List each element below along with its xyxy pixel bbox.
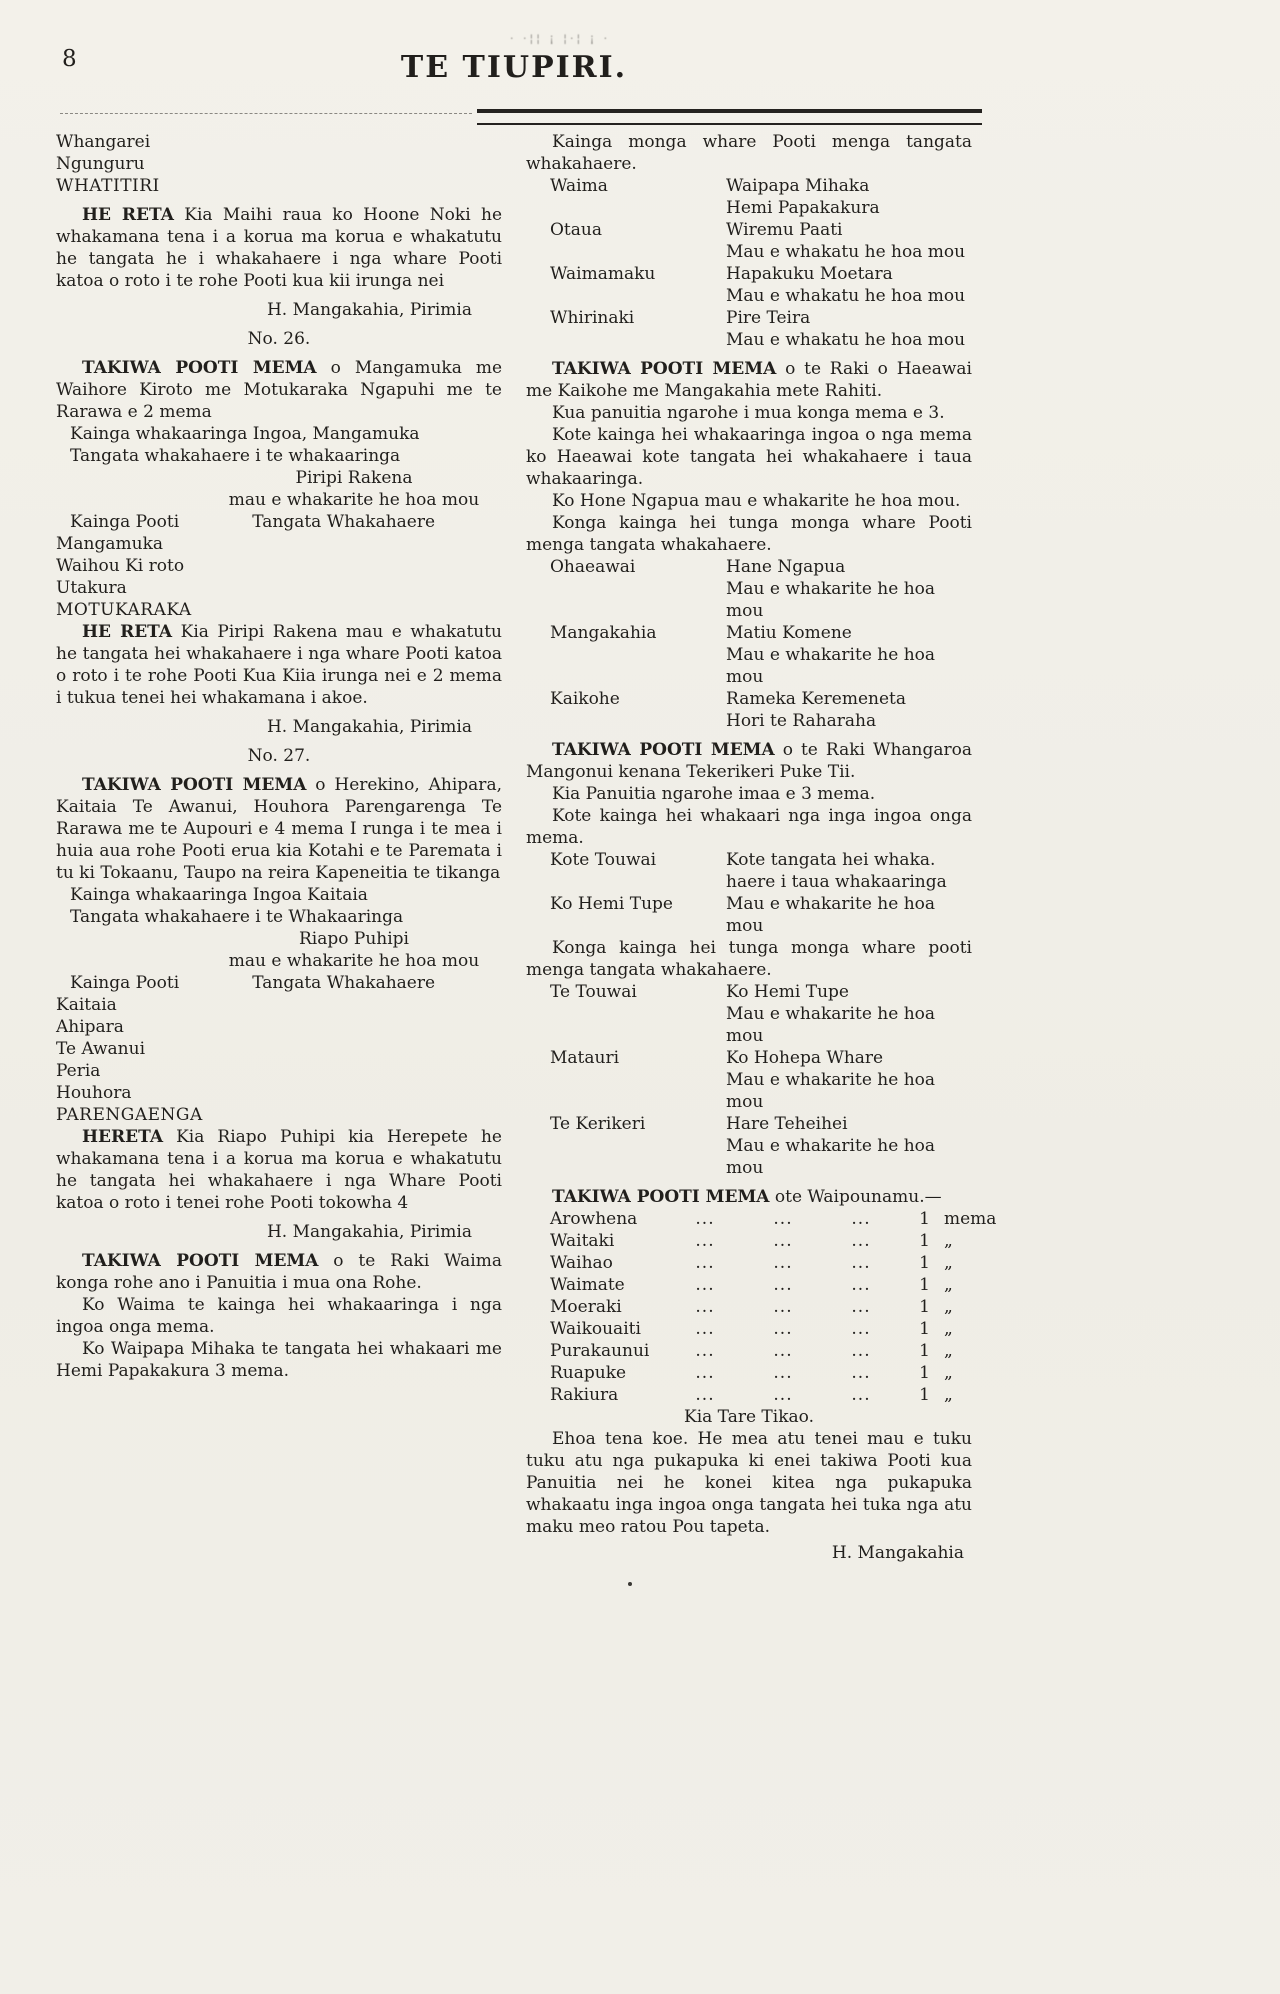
- mema-unit: „: [944, 1253, 953, 1273]
- assignment-row: [526, 981, 972, 1003]
- dot-leader: ...: [773, 1231, 793, 1251]
- dot-leader: ...: [695, 1209, 715, 1229]
- mema-table-row: [526, 1252, 972, 1274]
- page-content: [56, 30, 997, 1564]
- body-paragraph: Kote kainga hei whakaari nga inga ingoa onga mema.: [526, 806, 972, 848]
- person-name: Ko Hemi Tupe: [726, 982, 849, 1002]
- kainga-line: Kainga whakaaringa Ingoa Kaitaia: [70, 885, 368, 905]
- assignment-row: [526, 644, 972, 688]
- assignment-row: [526, 688, 972, 710]
- district-name: Moeraki: [550, 1297, 622, 1317]
- mema-count: 1: [919, 1319, 930, 1339]
- dot-leader: ...: [695, 1319, 715, 1339]
- place-name: Whirinaki: [550, 308, 635, 328]
- assignment-row: [526, 893, 972, 937]
- mema-table-row: [526, 1340, 972, 1362]
- district-name: Rakiura: [550, 1385, 619, 1405]
- dot-leader: ...: [851, 1297, 871, 1317]
- mema-table-row: [526, 1274, 972, 1296]
- place-name: Kote Touwai: [550, 850, 657, 870]
- mema-unit: „: [944, 1385, 953, 1405]
- person-name: Riapo Puhipi: [299, 929, 409, 949]
- body-paragraph: Ko Waipapa Mihaka te tangata hei whakaari me Hemi Papakakura 3 mema.: [56, 1339, 502, 1381]
- body-paragraph: Kote kainga hei whakaaringa ingoa o nga mema ko Haeawai kote tangata hei whakahaere i taua whakaaringa.: [526, 425, 972, 489]
- mau-line: Mau e whakatu he hoa mou: [726, 286, 966, 306]
- place-line: Ahipara: [56, 1017, 124, 1037]
- closing-paragraph: Ehoa tena koe. He mea atu tenei mau e tuku tuku atu nga pukapuka ki enei takiwa Pooti kua Panuitia nei he konei kitea nga pukapuka whakaatu inga ingoa onga tangata hei tuka nga atu maku meo ratou Pou tapeta.: [526, 1429, 972, 1537]
- mema-count: 1: [919, 1341, 930, 1361]
- mema-unit: „: [944, 1319, 953, 1339]
- place-name: Ko Hemi Tupe: [550, 894, 673, 914]
- place-name: Otaua: [550, 220, 602, 240]
- salutation-line: Kia Tare Tikao.: [684, 1407, 814, 1427]
- paragraph-text: o te Raki Waima konga rohe ano i Panuitia i mua ona Rohe.: [56, 1251, 502, 1293]
- place-name: [526, 241, 726, 263]
- assignment-row: [526, 849, 972, 871]
- assignment-row: [526, 307, 972, 329]
- tangata-header: Tangata Whakahaere: [252, 973, 436, 993]
- place-name: Mangakahia: [550, 623, 657, 643]
- assignment-row: [526, 285, 972, 307]
- assignment-row: [526, 1135, 972, 1179]
- place-line: Waihou Ki roto: [56, 556, 185, 576]
- dot-leader: ...: [695, 1341, 715, 1361]
- dot-leader: ...: [695, 1385, 715, 1405]
- dot-leader: ...: [773, 1341, 793, 1361]
- paragraph-lead: TAKIWA POOTI MEMA: [82, 358, 317, 378]
- person-name: Matiu Komene: [726, 623, 852, 643]
- letter-paragraph: [56, 1126, 502, 1214]
- dot-leader: ...: [851, 1341, 871, 1361]
- takiwa-paragraph: [526, 358, 972, 402]
- signature-line: H. Mangakahia: [831, 1543, 964, 1563]
- right-column: [526, 131, 997, 1564]
- place-name: Kaikohe: [550, 689, 620, 709]
- dot-leader: ...: [773, 1385, 793, 1405]
- paragraph-text: o Mangamuka me Waihore Kiroto me Motukaraka Ngapuhi me te Rarawa e 2 mema: [56, 358, 502, 422]
- person-name: Waipapa Mihaka: [726, 176, 870, 196]
- assignment-row: [526, 578, 972, 622]
- mema-count: 1: [919, 1209, 930, 1229]
- paragraph-text: Kia Maihi raua ko Hoone Noki he whakamana tena i a korua ma korua e whakatutu he tangata he i whakahaere i nga whare Pooti katoa o roto i te rohe Pooti kua kii irunga nei: [56, 205, 503, 291]
- column-headers: [56, 972, 502, 994]
- person-name: Wiremu Paati: [726, 220, 843, 240]
- mau-line: Mau e whakarite he hoa mou: [726, 1004, 936, 1046]
- assignment-row: [526, 622, 972, 644]
- mema-count: 1: [919, 1253, 930, 1273]
- note-text: haere i taua whakaaringa: [726, 872, 947, 892]
- assignment-row: [526, 329, 972, 351]
- signature-line: H. Mangakahia, Pirimia: [266, 717, 472, 737]
- mema-unit: „: [944, 1231, 953, 1251]
- mema-count: 1: [919, 1363, 930, 1383]
- place-name: Waima: [550, 176, 608, 196]
- mema-count: 1: [919, 1297, 930, 1317]
- person-name: Hapakuku Moetara: [726, 264, 893, 284]
- mema-unit: „: [944, 1275, 953, 1295]
- paragraph-lead: HE RETA: [82, 622, 173, 642]
- paragraph-lead: HE RETA: [82, 205, 174, 225]
- tangata-line: Tangata whakahaere i te Whakaaringa: [70, 907, 404, 927]
- place-line: Houhora: [56, 1083, 132, 1103]
- dot-leader: ...: [773, 1209, 793, 1229]
- place-line: Peria: [56, 1061, 101, 1081]
- person-name: Piripi Rakena: [295, 468, 413, 488]
- address-line: Ngunguru: [56, 154, 145, 174]
- place-name: [526, 1003, 726, 1047]
- place-name: [526, 285, 726, 307]
- place-name: [526, 644, 726, 688]
- kainga-pooti-header: Kainga Pooti: [70, 512, 180, 532]
- takiwa-paragraph: [56, 774, 502, 884]
- column-headers: [56, 511, 502, 533]
- mau-line: Mau e whakatu he hoa mou: [726, 242, 966, 262]
- assignment-row: [526, 1069, 972, 1113]
- place-name: Ohaeawai: [550, 557, 636, 577]
- body-paragraph: Ko Waima te kainga hei whakaaringa i nga ingoa onga mema.: [56, 1295, 502, 1337]
- body-paragraph: Konga kainga hei tunga monga whare pooti menga tangata whakahaere.: [526, 938, 972, 980]
- assignment-row: [526, 175, 972, 197]
- place-name: Te Touwai: [550, 982, 637, 1002]
- mema-table-row: [526, 1208, 997, 1230]
- letter-number: No. 27.: [247, 746, 311, 766]
- tangata-header: Tangata Whakahaere: [252, 512, 436, 532]
- mau-line: Mau e whakarite he hoa mou: [726, 894, 936, 936]
- person-name: Rameka Keremeneta: [726, 689, 906, 709]
- ink-smudge: · ·¦¦ ¡ ¦·¦ ¡ ·: [509, 32, 611, 45]
- dot-leader: ...: [851, 1319, 871, 1339]
- dot-leader: ...: [773, 1253, 793, 1273]
- tangata-line: Tangata whakahaere i te whakaaringa: [70, 446, 401, 466]
- mau-line: mau e whakarite he hoa mou: [228, 951, 480, 971]
- address-line: WHATITIRI: [56, 176, 160, 196]
- mema-unit: mema: [944, 1209, 997, 1229]
- assignment-row: [526, 710, 972, 732]
- dot-leader: ...: [695, 1275, 715, 1295]
- paragraph-lead: TAKIWA POOTI MEMA: [82, 1251, 319, 1271]
- place-name: [526, 710, 726, 732]
- mema-count: 1: [919, 1275, 930, 1295]
- mema-count: 1: [919, 1231, 930, 1251]
- assignment-row: [526, 263, 972, 285]
- district-name: Waitaki: [550, 1231, 615, 1251]
- paragraph-text: Kia Riapo Puhipi kia Herepete he whakamana tena i a korua ma korua e whakatutu he tangata hei whakahaere i nga Whare Pooti katoa o roto i tenei rohe Pooti tokowha 4: [56, 1127, 502, 1213]
- mau-line: Mau e whakarite he hoa mou: [726, 1070, 936, 1112]
- district-name: Waihao: [550, 1253, 613, 1273]
- body-paragraph: Konga kainga hei tunga monga whare Pooti menga tangata whakahaere.: [526, 513, 972, 555]
- dot-leader: ...: [851, 1385, 871, 1405]
- district-name: Purakaunui: [550, 1341, 650, 1361]
- masthead-area: [56, 30, 972, 108]
- mema-unit: „: [944, 1297, 953, 1317]
- place-name: [526, 197, 726, 219]
- dot-leader: ...: [695, 1231, 715, 1251]
- paragraph-lead: HERETA: [82, 1127, 164, 1147]
- place-line: MOTUKARAKA: [56, 600, 192, 620]
- letter-number: No. 26.: [247, 329, 311, 349]
- body-paragraph: Kia Panuitia ngarohe imaa e 3 mema.: [552, 784, 876, 804]
- district-name: Ruapuke: [550, 1363, 627, 1383]
- paragraph-lead: TAKIWA POOTI MEMA: [552, 359, 777, 379]
- letter-paragraph: [56, 204, 502, 292]
- mema-unit: „: [944, 1341, 953, 1361]
- person-name: Hane Ngapua: [726, 557, 846, 577]
- assignment-row: [526, 556, 972, 578]
- assignment-row: [526, 197, 972, 219]
- dot-leader: ...: [851, 1363, 871, 1383]
- mau-line: Mau e whakarite he hoa mou: [726, 645, 936, 687]
- district-name: Waimate: [550, 1275, 625, 1295]
- body-paragraph: Ko Hone Ngapua mau e whakarite he hoa mou.: [552, 491, 961, 511]
- dot-leader: ...: [851, 1209, 871, 1229]
- kainga-line: Kainga whakaaringa Ingoa, Mangamuka: [70, 424, 420, 444]
- takiwa-paragraph: [526, 739, 972, 783]
- mau-line: Mau e whakarite he hoa mou: [726, 1136, 936, 1178]
- address-line: Whangarei: [56, 132, 151, 152]
- mau-line: Mau e whakarite he hoa mou: [726, 579, 936, 621]
- place-name: Matauri: [550, 1048, 620, 1068]
- assignment-row: [526, 871, 972, 893]
- paragraph-text: o Herekino, Ahipara, Kaitaia Te Awanui, Houhora Parengarenga Te Rarawa me te Aupouri e 4 mema I runga i te mea i huia aua rohe Pooti erua kia Kotahi e te Paremata i tu ki Tokaanu, Taupo na reira Kapeneitia te tikanga: [56, 775, 502, 883]
- mau-line: mau e whakarite he hoa mou: [228, 490, 480, 510]
- assignment-row: [526, 241, 972, 263]
- paragraph-lead: TAKIWA POOTI MEMA: [552, 740, 775, 760]
- body-paragraph: Kainga monga whare Pooti menga tangata whakahaere.: [526, 132, 972, 174]
- dot-leader: ...: [695, 1297, 715, 1317]
- place-line: Mangamuka: [56, 534, 164, 554]
- column-layout: [56, 131, 997, 1564]
- dot-leader: ...: [851, 1253, 871, 1273]
- district-name: Arowhena: [550, 1209, 638, 1229]
- mema-table-row: [526, 1362, 972, 1384]
- mema-count: 1: [919, 1385, 930, 1405]
- assignment-row: [526, 219, 972, 241]
- assignment-row: [526, 1047, 972, 1069]
- left-column: [56, 131, 502, 1564]
- mema-table-row: [526, 1296, 972, 1318]
- place-line: Te Awanui: [56, 1039, 146, 1059]
- dot-leader: ...: [773, 1319, 793, 1339]
- mau-line: Mau e whakatu he hoa mou: [726, 330, 966, 350]
- paragraph-text: Kia Piripi Rakena mau e whakatutu he tangata hei whakahaere i nga whare Pooti katoa o roto i te rohe Pooti Kua Kiia irunga nei e 2 mema i tukua tenei hei whakamana i akoe.: [56, 622, 503, 708]
- body-paragraph: Kua panuitia ngarohe i mua konga mema e 3.: [552, 403, 945, 423]
- assignment-row: [526, 1113, 972, 1135]
- person-name: Hemi Papakakura: [726, 198, 880, 218]
- place-line: PARENGAENGA: [56, 1105, 203, 1125]
- dot-leader: ...: [773, 1363, 793, 1383]
- header-rule: [56, 108, 972, 121]
- place-name: Te Kerikeri: [550, 1114, 646, 1134]
- takiwa-paragraph: [56, 357, 502, 423]
- person-name: Ko Hohepa Whare: [726, 1048, 884, 1068]
- place-line: Utakura: [56, 578, 127, 598]
- page-number: 8: [62, 46, 77, 72]
- dot-leader: ...: [695, 1363, 715, 1383]
- ink-speck: [628, 1582, 632, 1586]
- dot-leader: ...: [851, 1231, 871, 1251]
- dot-leader: ...: [773, 1275, 793, 1295]
- mema-table-row: [526, 1318, 972, 1340]
- paragraph-text: o te Raki Whangaroa Mangonui kenana Tekerikeri Puke Tii.: [526, 740, 972, 782]
- place-name: [526, 871, 726, 893]
- place-line: Kaitaia: [56, 995, 117, 1015]
- dot-leader: ...: [773, 1297, 793, 1317]
- mema-table-row: [526, 1384, 972, 1406]
- place-name: Waimamaku: [550, 264, 656, 284]
- letter-paragraph: [56, 621, 502, 709]
- paragraph-lead: TAKIWA POOTI MEMA: [552, 1187, 770, 1207]
- district-name: Waikouaiti: [550, 1319, 641, 1339]
- dot-leader: ...: [851, 1275, 871, 1295]
- signature-line: H. Mangakahia, Pirimia: [266, 1222, 472, 1242]
- newspaper-title: TE TIUPIRI.: [400, 50, 628, 85]
- kainga-pooti-header: Kainga Pooti: [70, 973, 180, 993]
- takiwa-paragraph: [56, 1250, 502, 1294]
- place-name: [526, 578, 726, 622]
- takiwa-paragraph: [526, 1186, 972, 1208]
- note-text: Kote tangata hei whaka.: [726, 850, 936, 870]
- paragraph-text: ote Waipounamu.—: [769, 1187, 942, 1207]
- paragraph-lead: TAKIWA POOTI MEMA: [82, 775, 307, 795]
- person-name: Hare Teheihei: [726, 1114, 848, 1134]
- place-name: [526, 1069, 726, 1113]
- signature-line: H. Mangakahia, Pirimia: [266, 300, 472, 320]
- mema-table-row: [526, 1230, 972, 1252]
- place-name: [526, 329, 726, 351]
- person-name: Pire Teira: [726, 308, 811, 328]
- place-name: [526, 1135, 726, 1179]
- person-name: Hori te Raharaha: [726, 711, 877, 731]
- dot-leader: ...: [695, 1253, 715, 1273]
- paragraph-text: o te Raki o Haeawai me Kaikohe me Mangakahia mete Rahiti.: [526, 359, 972, 401]
- mema-unit: „: [944, 1363, 953, 1383]
- assignment-row: [526, 1003, 972, 1047]
